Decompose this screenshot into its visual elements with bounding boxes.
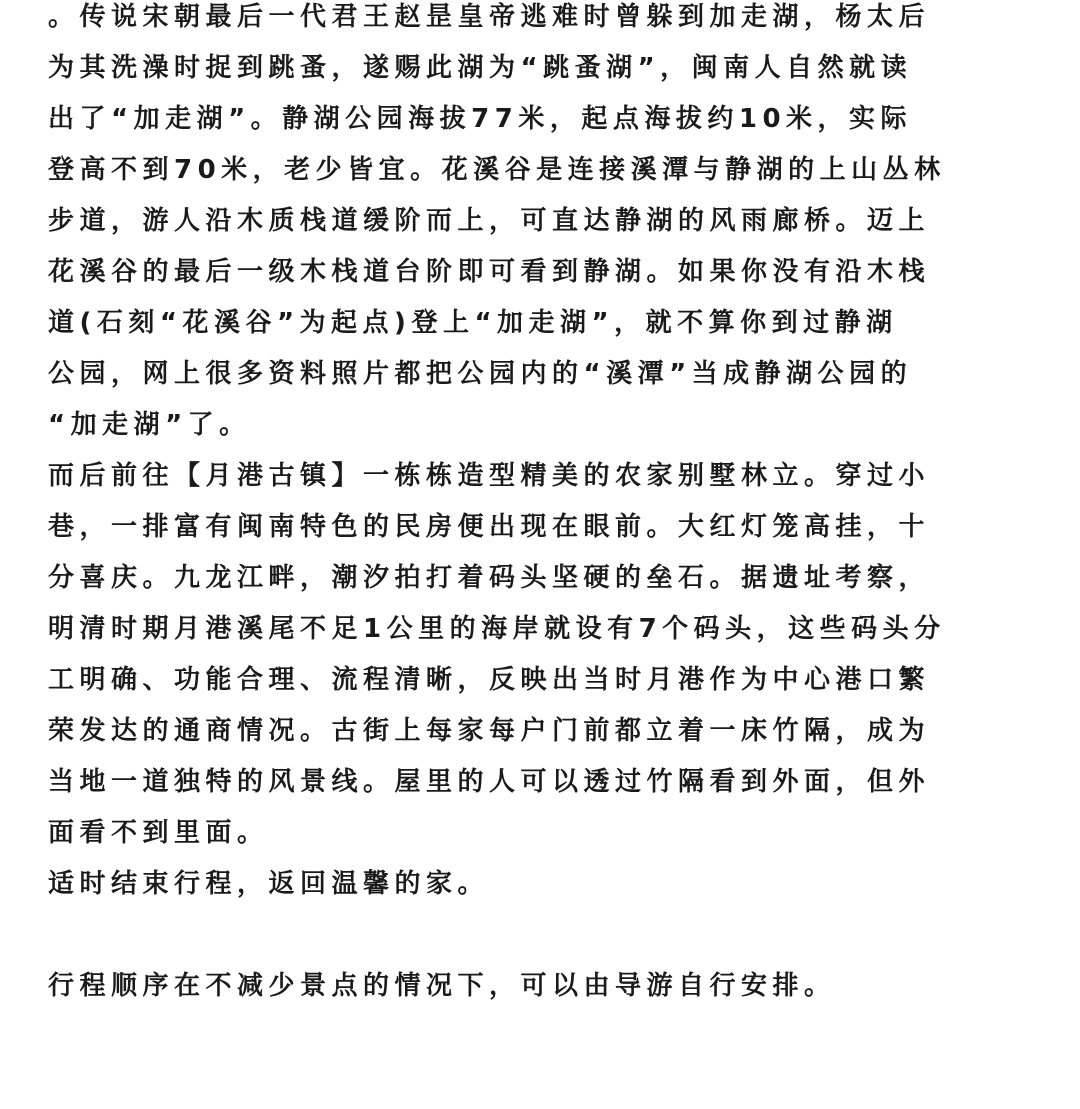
paragraph-itinerary-note: 行程顺序在不减少景点的情况下，可以由导游自行安排。: [48, 971, 836, 1001]
text-line: 面看不到里面。: [48, 818, 269, 848]
text-line: 明清时期月港溪尾不足1公里的海岸就设有7个码头，这些码头分: [48, 614, 946, 644]
article-body: [48, 0, 1048, 1012]
paragraph-moon-lake: [48, 0, 1048, 451]
text-line: 为其洗澡时捉到跳蚤，遂赐此湖为“跳蚤湖”，闽南人自然就读: [48, 53, 913, 83]
text-line: 道(石刻“花溪谷”为起点)登上“加走湖”，就不算你到过静湖: [48, 308, 898, 338]
paragraph-yuegang-town: [48, 451, 1048, 859]
text-line: 当地一道独特的风景线。屋里的人可以透过竹隔看到外面，但外: [48, 767, 931, 797]
text-line: 巷，一排富有闽南特色的民房便出现在眼前。大红灯笼高挂，十: [48, 512, 931, 542]
text-line: 登高不到70米，老少皆宜。花溪谷是连接溪潭与静湖的上山丛林: [48, 155, 946, 185]
text-line: 花溪谷的最后一级木栈道台阶即可看到静湖。如果你没有沿木栈: [48, 257, 931, 287]
text-line: 步道，游人沿木质栈道缓阶而上，可直达静湖的风雨廊桥。迈上: [48, 206, 931, 236]
text-line: 。传说宋朝最后一代君王赵昰皇帝逃难时曾躲到加走湖，杨太后: [48, 2, 931, 32]
text-line: 荣发达的通商情况。古街上每家每户门前都立着一床竹隔，成为: [48, 716, 931, 746]
text-line: 出了“加走湖”。静湖公园海拔77米，起点海拔约10米，实际: [48, 104, 913, 134]
text-line: 公园，网上很多资料照片都把公园内的“溪潭”当成静湖公园的: [48, 359, 913, 389]
text-line: 分喜庆。九龙江畔，潮汐拍打着码头坚硬的垒石。据遗址考察，: [48, 563, 931, 593]
paragraph-return-home: 适时结束行程，返回温馨的家。: [48, 869, 490, 899]
paragraph-spacer: [48, 910, 1048, 961]
text-line: 工明确、功能合理、流程清晰，反映出当时月港作为中心港口繁: [48, 665, 931, 695]
text-line: 而后前往【月港古镇】一栋栋造型精美的农家别墅林立。穿过小: [48, 461, 931, 491]
text-line: “加走湖”了。: [48, 410, 251, 440]
